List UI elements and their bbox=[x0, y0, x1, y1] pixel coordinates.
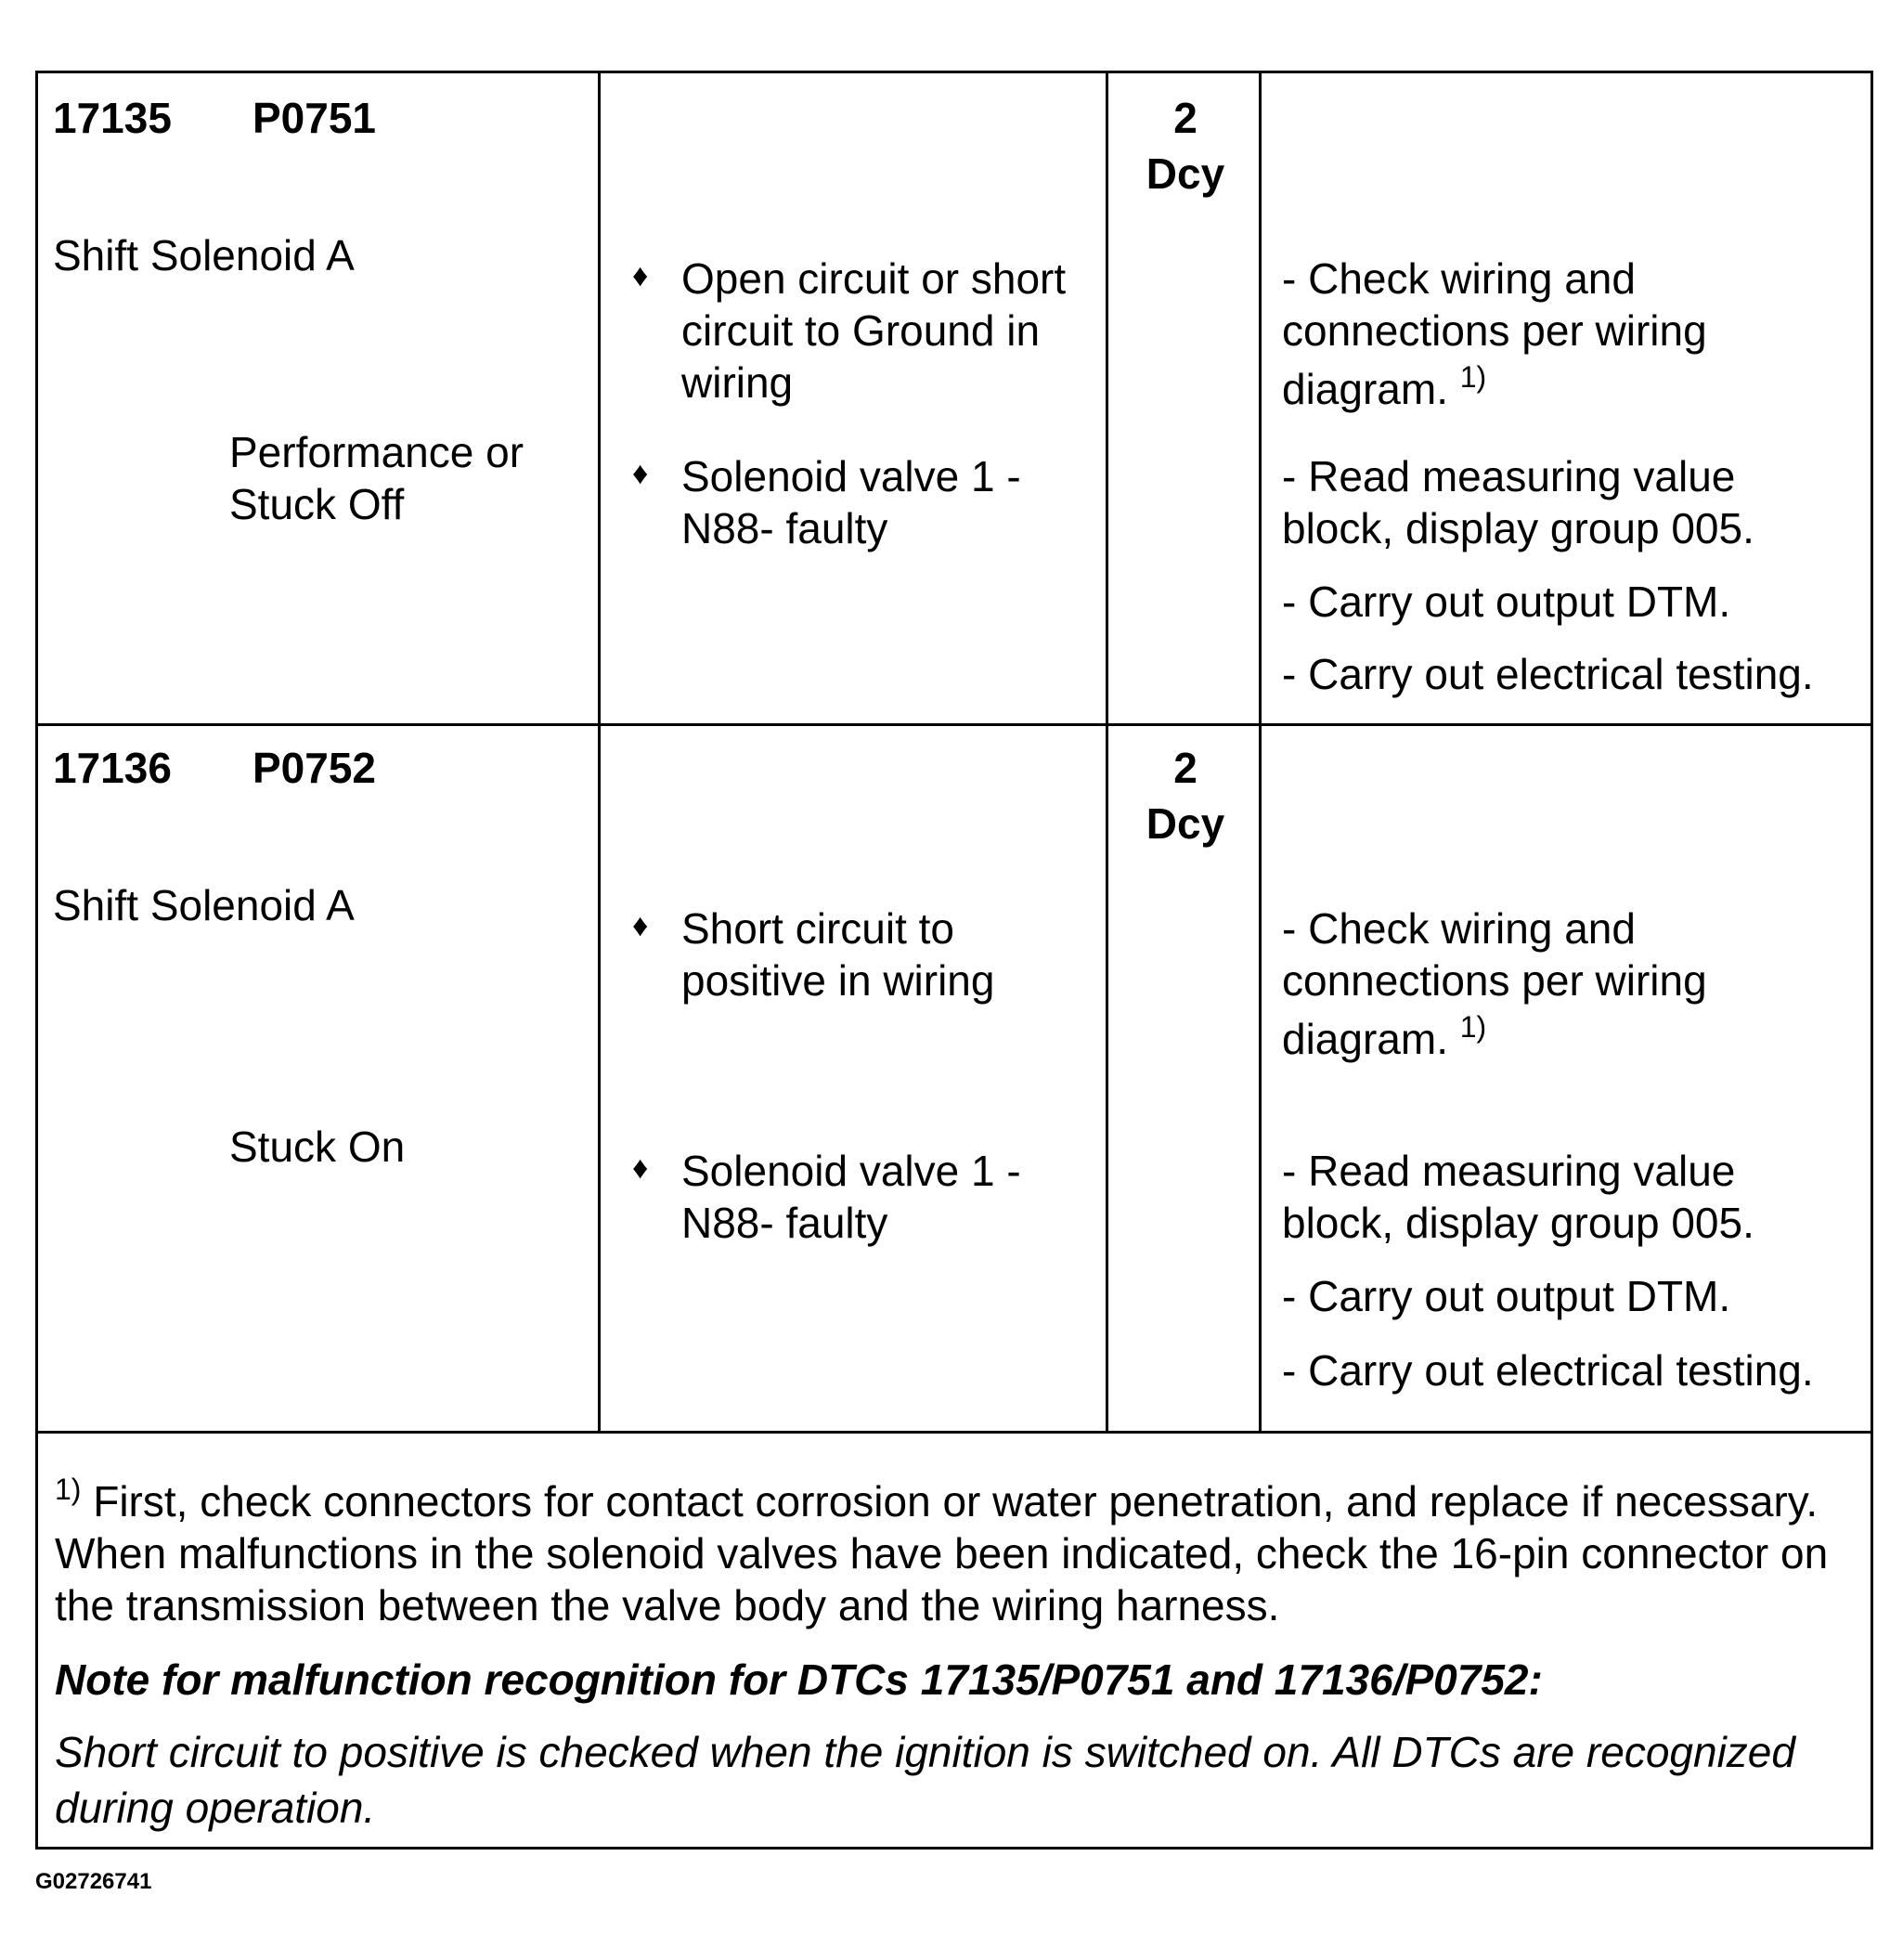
figure-id: G02726741 bbox=[35, 1869, 152, 1894]
remedy-line: diagram. $^{1)}$ bbox=[1282, 360, 1487, 413]
remedy-line: block, display group 005. bbox=[1282, 504, 1754, 552]
note-title: Note for malfunction recognition for DTCs 17135/P0751 and 17136/P0752: bbox=[55, 1655, 1543, 1704]
diamond-bullet-icon: ♦ bbox=[632, 456, 649, 491]
remedy-line: - Carry out output DTM. bbox=[1282, 578, 1731, 626]
row-divider-1 bbox=[38, 723, 1871, 726]
cause-line: N88- faulty bbox=[681, 1199, 888, 1247]
remedy-line: connections per wiring bbox=[1282, 306, 1707, 355]
drive-cycles-unit: Dcy bbox=[1146, 799, 1225, 848]
cause-line: Solenoid valve 1 - bbox=[681, 452, 1021, 500]
remedy-line: connections per wiring bbox=[1282, 956, 1707, 1005]
obd-code: P0751 bbox=[252, 94, 377, 142]
remedy-line: - Carry out electrical testing. bbox=[1282, 650, 1814, 698]
cause-line: circuit to Ground in bbox=[681, 306, 1041, 355]
diamond-bullet-icon: ♦ bbox=[632, 1150, 649, 1186]
component-name: Shift Solenoid A bbox=[53, 881, 355, 929]
cause-line: N88- faulty bbox=[681, 504, 888, 552]
cause-line: positive in wiring bbox=[681, 956, 995, 1005]
footnote-ref: 1) bbox=[1459, 1010, 1487, 1044]
remedy-line: diagram. $^{1)}$ bbox=[1282, 1010, 1487, 1063]
remedy-line: block, display group 005. bbox=[1282, 1199, 1754, 1247]
cause-line: wiring bbox=[681, 358, 794, 407]
diamond-bullet-icon: ♦ bbox=[632, 908, 649, 943]
footnote-marker: 1) bbox=[55, 1473, 82, 1506]
drive-cycles-unit: Dcy bbox=[1146, 149, 1225, 198]
drive-cycles-number: 2 bbox=[1173, 744, 1197, 792]
footnote-ref: 1) bbox=[1459, 360, 1487, 394]
note-body: Short circuit to positive is checked when the ignition is switched on. All DTCs are recognized during operation. bbox=[55, 1728, 1795, 1832]
remedy-line: - Check wiring and bbox=[1282, 254, 1636, 303]
vag-code: 17135 bbox=[53, 94, 172, 142]
cause-line: Short circuit to bbox=[681, 904, 954, 953]
row-divider-2 bbox=[38, 1431, 1871, 1434]
remedy-line: - Read measuring value bbox=[1282, 1147, 1736, 1195]
condition-line: Performance or bbox=[229, 428, 524, 476]
condition-line: Stuck Off bbox=[229, 480, 405, 528]
cause-line: Solenoid valve 1 - bbox=[681, 1147, 1021, 1195]
footnote-text: First, check connectors for contact corrosion or water penetration, and replace if necessary. When malfunctions in the solenoid valves have been indicated, check the 16-pin connector on the transmission between the valve body and the wiring harness. bbox=[55, 1477, 1829, 1629]
drive-cycles-number: 2 bbox=[1173, 94, 1197, 142]
diamond-bullet-icon: ♦ bbox=[632, 258, 649, 293]
dtc-table bbox=[35, 71, 1873, 1850]
remedy-line: - Read measuring value bbox=[1282, 452, 1736, 500]
footnote bbox=[55, 1475, 1856, 1631]
component-name: Shift Solenoid A bbox=[53, 231, 355, 279]
remedy-line: - Carry out electrical testing. bbox=[1282, 1346, 1814, 1395]
vag-code: 17136 bbox=[53, 744, 172, 792]
column-divider-1 bbox=[598, 73, 601, 1431]
remedy-line: - Check wiring and bbox=[1282, 904, 1636, 953]
condition-line: Stuck On bbox=[229, 1123, 406, 1171]
remedy-line: - Carry out output DTM. bbox=[1282, 1272, 1731, 1320]
cause-line: Open circuit or short bbox=[681, 254, 1067, 303]
obd-code: P0752 bbox=[252, 744, 377, 792]
